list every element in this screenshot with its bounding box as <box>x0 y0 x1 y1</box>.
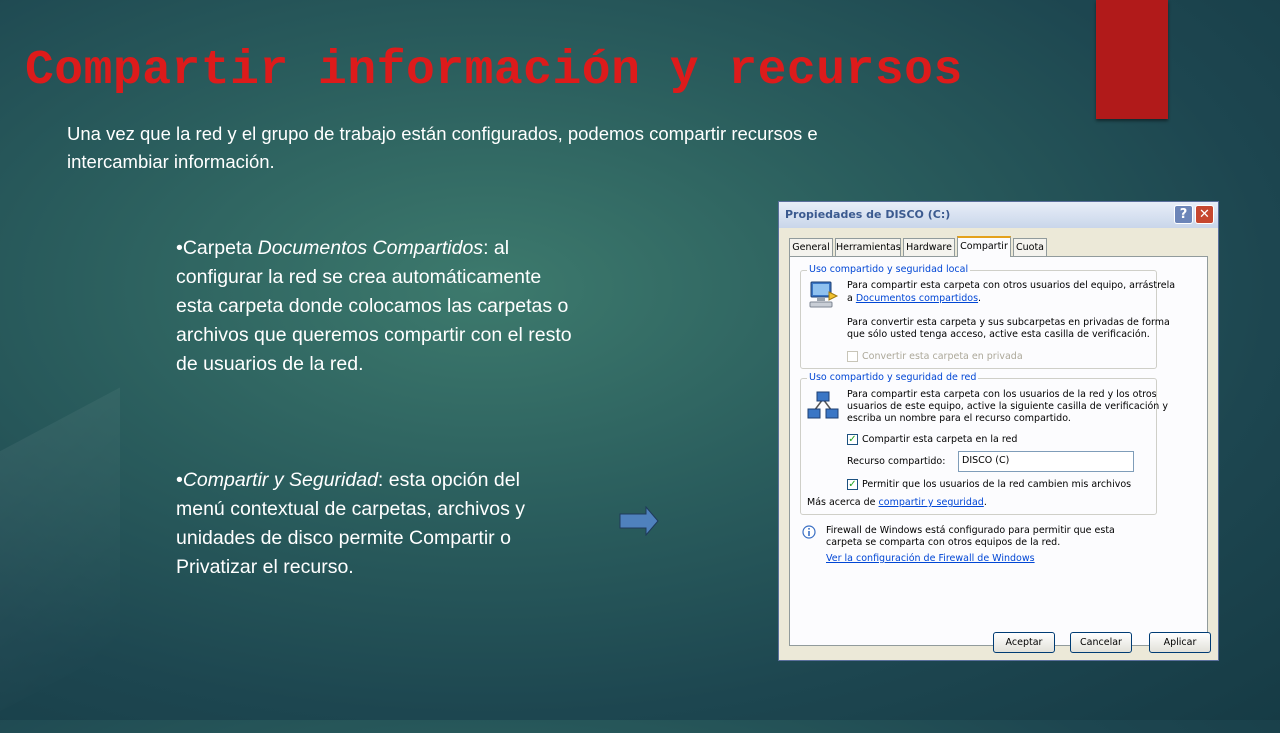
firewall-line-1: Firewall de Windows está configurado para permitir que esta <box>826 525 1115 536</box>
dialog-titlebar <box>779 202 1218 228</box>
tab-herramientas[interactable]: Herramientas <box>835 238 901 256</box>
network-sharing-legend: Uso compartido y seguridad de red <box>809 372 977 383</box>
bullet-text: : al configurar la red se crea automáticamente esta carpeta donde colocamos las carpetas o archivos que queremos compartir con el resto de usuarios de la red. <box>176 237 572 375</box>
tab-hardware[interactable]: Hardware <box>903 238 955 256</box>
allow-changes-checkbox-label: Permitir que los usuarios de la red cambien mis archivos <box>862 479 1132 490</box>
local-sharing-group <box>800 264 1176 369</box>
more-about-suffix: . <box>983 497 987 508</box>
help-button[interactable]: ? <box>1174 205 1193 224</box>
bullet-mark: • <box>176 469 183 491</box>
local-line-2-suffix: . <box>978 293 982 304</box>
local-line-2-prefix: a <box>847 293 856 304</box>
sharing-security-link[interactable]: compartir y seguridad <box>878 497 984 508</box>
share-name-input[interactable]: DISCO (C) <box>958 451 1134 472</box>
share-network-checkbox[interactable]: ✓ <box>848 434 857 445</box>
apply-button[interactable]: Aplicar <box>1149 632 1211 653</box>
shared-documents-link[interactable]: Documentos compartidos <box>855 293 979 304</box>
tab-bar <box>789 236 1210 256</box>
more-about-prefix: Más acerca de <box>807 497 879 508</box>
bullet-mark: • <box>176 237 183 259</box>
network-icon <box>807 391 839 421</box>
tab-general[interactable]: General <box>789 238 833 256</box>
local-line-3: Para convertir esta carpeta y sus subcarpetas en privadas de forma <box>847 317 1170 328</box>
network-line-1: Para compartir esta carpeta con los usuarios de la red y los otros <box>847 389 1157 400</box>
bullet-term: Carpeta <box>182 237 258 259</box>
private-checkbox-label: Convertir esta carpeta en privada <box>862 351 1023 362</box>
bullet-text: : esta opción del menú contextual de carpetas, archivos y unidades de disco permite Compartir o Privatizar el recurso. <box>176 469 526 578</box>
close-button[interactable]: ✕ <box>1195 205 1214 224</box>
network-line-2: usuarios de este equipo, active la siguiente casilla de verificación y <box>847 401 1168 412</box>
intro-text: Una vez que la red y el grupo de trabajo están configurados, podemos compartir recursos e intercambiar información. <box>67 123 818 172</box>
tab-panel-compartir <box>789 256 1208 646</box>
share-network-checkbox-label: Compartir esta carpeta en la red <box>862 434 1018 445</box>
network-sharing-group <box>800 372 1168 515</box>
network-line-3: escriba un nombre para el recurso compartido. <box>847 413 1071 424</box>
computer-icon <box>807 280 839 310</box>
bullet-documentos-compartidos <box>176 234 576 379</box>
background-decoration <box>0 387 120 732</box>
local-sharing-legend: Uso compartido y seguridad local <box>809 264 969 275</box>
bullet-term-italic: Compartir y Seguridad <box>182 469 378 491</box>
cancel-button[interactable]: Cancelar <box>1070 632 1132 653</box>
more-about-text <box>807 497 987 509</box>
local-line-2 <box>847 293 981 305</box>
dialog-title: Propiedades de DISCO (C:) <box>785 208 951 221</box>
firewall-line-2: carpeta se comparta con otros equipos de la red. <box>826 537 1061 548</box>
tab-compartir[interactable]: Compartir <box>957 236 1011 257</box>
slide-title: Compartir información y recursos <box>25 44 963 98</box>
properties-dialog <box>778 201 1219 661</box>
private-checkbox[interactable] <box>847 351 858 362</box>
bullet-compartir-seguridad <box>176 466 531 582</box>
bullet-term-italic: Documentos Compartidos <box>257 237 484 259</box>
allow-changes-checkbox[interactable]: ✓ <box>848 479 857 490</box>
info-icon <box>802 525 816 539</box>
ok-button[interactable]: Aceptar <box>993 632 1055 653</box>
local-line-1: Para compartir esta carpeta con otros usuarios del equipo, arrástrela <box>847 280 1176 291</box>
right-arrow-icon <box>619 506 659 536</box>
accent-block <box>1096 0 1168 119</box>
firewall-settings-link[interactable]: Ver la configuración de Firewall de Windows <box>826 553 1035 564</box>
local-line-4: que sólo usted tenga acceso, active esta casilla de verificación. <box>847 329 1150 340</box>
share-name-label: Recurso compartido: <box>847 456 946 467</box>
tab-cuota[interactable]: Cuota <box>1013 238 1047 256</box>
